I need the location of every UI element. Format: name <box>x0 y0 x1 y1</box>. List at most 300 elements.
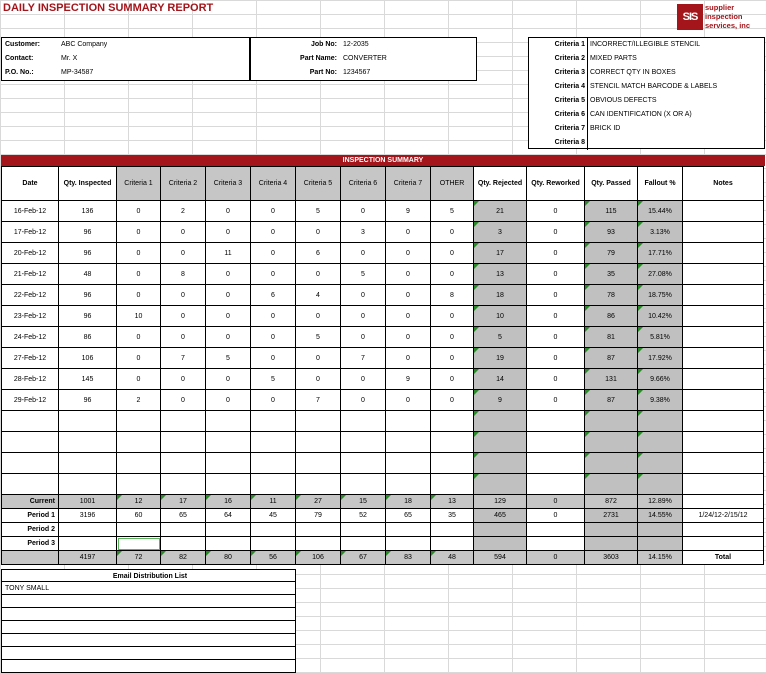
table-cell[interactable] <box>161 537 206 551</box>
table-cell[interactable] <box>341 432 386 453</box>
table-cell[interactable]: 0 <box>527 348 585 369</box>
table-cell[interactable] <box>206 432 251 453</box>
table-cell[interactable]: 0 <box>161 222 206 243</box>
table-cell[interactable]: 129 <box>474 495 527 509</box>
table-cell[interactable]: 0 <box>431 348 474 369</box>
table-cell[interactable]: 5.81% <box>638 327 683 348</box>
table-cell[interactable]: 11 <box>251 495 296 509</box>
table-cell[interactable] <box>117 411 161 432</box>
table-cell[interactable] <box>2 453 59 474</box>
table-cell[interactable] <box>683 201 764 222</box>
criteria-value[interactable]: STENCIL MATCH BARCODE & LABELS <box>590 83 718 90</box>
table-cell[interactable] <box>638 523 683 537</box>
table-cell[interactable] <box>585 537 638 551</box>
table-cell[interactable]: 27-Feb-12 <box>2 348 59 369</box>
table-cell[interactable] <box>683 474 764 495</box>
table-cell[interactable]: 0 <box>527 201 585 222</box>
table-cell[interactable]: 8 <box>161 264 206 285</box>
table-cell[interactable] <box>2 474 59 495</box>
table-cell[interactable]: 4197 <box>59 551 117 565</box>
table-cell[interactable]: 9 <box>386 369 431 390</box>
table-cell[interactable]: 96 <box>59 306 117 327</box>
table-cell[interactable]: 18.75% <box>638 285 683 306</box>
criteria-value[interactable]: CAN IDENTIFICATION (X OR A) <box>590 111 692 118</box>
table-cell[interactable]: 23-Feb-12 <box>2 306 59 327</box>
email-entry[interactable] <box>1 660 296 673</box>
table-cell[interactable]: 0 <box>206 264 251 285</box>
table-cell[interactable]: 5 <box>296 327 341 348</box>
table-cell[interactable]: 56 <box>251 551 296 565</box>
criteria-value[interactable]: BRICK ID <box>590 125 621 132</box>
table-cell[interactable] <box>431 432 474 453</box>
table-cell[interactable] <box>2 432 59 453</box>
table-cell[interactable] <box>59 474 117 495</box>
table-cell[interactable]: 0 <box>527 495 585 509</box>
table-cell[interactable] <box>683 537 764 551</box>
table-cell[interactable]: 0 <box>251 306 296 327</box>
table-cell[interactable]: 131 <box>585 369 638 390</box>
table-cell[interactable]: 18 <box>474 285 527 306</box>
table-cell[interactable]: 0 <box>206 369 251 390</box>
table-cell[interactable] <box>474 453 527 474</box>
table-cell[interactable]: 13 <box>431 495 474 509</box>
table-cell[interactable] <box>161 523 206 537</box>
table-cell[interactable]: 27.08% <box>638 264 683 285</box>
table-cell[interactable]: 3603 <box>585 551 638 565</box>
table-cell[interactable]: 82 <box>161 551 206 565</box>
table-cell[interactable] <box>683 222 764 243</box>
table-cell[interactable] <box>386 432 431 453</box>
table-cell[interactable]: 96 <box>59 285 117 306</box>
table-cell[interactable]: 0 <box>251 264 296 285</box>
table-cell[interactable]: 0 <box>527 306 585 327</box>
table-cell[interactable]: 0 <box>431 243 474 264</box>
email-entry[interactable] <box>1 621 296 634</box>
table-cell[interactable]: 27 <box>296 495 341 509</box>
table-cell[interactable]: 0 <box>341 285 386 306</box>
table-cell[interactable]: 14.55% <box>638 509 683 523</box>
table-cell[interactable] <box>683 432 764 453</box>
po-value[interactable]: MP-34587 <box>61 69 94 76</box>
table-cell[interactable] <box>296 453 341 474</box>
table-cell[interactable]: 64 <box>206 509 251 523</box>
table-cell[interactable]: 5 <box>474 327 527 348</box>
table-cell[interactable]: 13 <box>474 264 527 285</box>
table-cell[interactable]: 17 <box>161 495 206 509</box>
table-cell[interactable] <box>251 523 296 537</box>
table-cell[interactable]: 16-Feb-12 <box>2 201 59 222</box>
table-cell[interactable]: 52 <box>341 509 386 523</box>
table-cell[interactable]: 8 <box>431 285 474 306</box>
table-cell[interactable] <box>59 432 117 453</box>
table-cell[interactable] <box>638 411 683 432</box>
table-cell[interactable]: 7 <box>341 348 386 369</box>
table-cell[interactable]: 0 <box>161 369 206 390</box>
contact-value[interactable]: Mr. X <box>61 55 78 62</box>
table-cell[interactable]: 65 <box>386 509 431 523</box>
job-value[interactable]: 12-2035 <box>343 41 369 48</box>
table-cell[interactable]: 6 <box>251 285 296 306</box>
table-cell[interactable]: 3196 <box>59 509 117 523</box>
table-cell[interactable]: 96 <box>59 243 117 264</box>
table-cell[interactable]: 0 <box>117 243 161 264</box>
table-cell[interactable] <box>527 523 585 537</box>
table-cell[interactable] <box>341 474 386 495</box>
table-cell[interactable]: 0 <box>386 264 431 285</box>
table-cell[interactable]: 5 <box>296 201 341 222</box>
table-cell[interactable] <box>296 411 341 432</box>
table-cell[interactable] <box>585 432 638 453</box>
table-cell[interactable]: 80 <box>206 551 251 565</box>
table-cell[interactable]: 0 <box>386 327 431 348</box>
table-cell[interactable]: 136 <box>59 201 117 222</box>
table-cell[interactable]: 0 <box>206 306 251 327</box>
table-cell[interactable]: 7 <box>296 390 341 411</box>
table-cell[interactable]: 0 <box>527 509 585 523</box>
table-cell[interactable]: 17.92% <box>638 348 683 369</box>
table-cell[interactable]: 21-Feb-12 <box>2 264 59 285</box>
table-cell[interactable] <box>2 411 59 432</box>
table-cell[interactable] <box>386 474 431 495</box>
table-cell[interactable]: 0 <box>527 222 585 243</box>
table-cell[interactable]: 5 <box>341 264 386 285</box>
table-cell[interactable] <box>683 264 764 285</box>
table-cell[interactable] <box>117 523 161 537</box>
criteria-value[interactable]: OBVIOUS DEFECTS <box>590 97 657 104</box>
table-cell[interactable]: 93 <box>585 222 638 243</box>
table-cell[interactable]: 0 <box>527 551 585 565</box>
table-cell[interactable]: 5 <box>206 348 251 369</box>
table-cell[interactable]: 60 <box>117 509 161 523</box>
table-cell[interactable] <box>683 495 764 509</box>
table-cell[interactable]: 1/24/12-2/15/12 <box>683 509 764 523</box>
table-cell[interactable]: 0 <box>251 327 296 348</box>
table-cell[interactable] <box>59 537 117 551</box>
table-cell[interactable] <box>474 411 527 432</box>
table-cell[interactable] <box>296 432 341 453</box>
table-cell[interactable]: 145 <box>59 369 117 390</box>
table-cell[interactable] <box>431 453 474 474</box>
table-cell[interactable] <box>474 474 527 495</box>
table-cell[interactable]: 0 <box>296 222 341 243</box>
table-cell[interactable] <box>386 411 431 432</box>
table-cell[interactable] <box>527 453 585 474</box>
table-cell[interactable]: 106 <box>296 551 341 565</box>
table-cell[interactable] <box>251 453 296 474</box>
table-cell[interactable]: 0 <box>251 390 296 411</box>
table-cell[interactable] <box>474 432 527 453</box>
table-cell[interactable]: 0 <box>161 306 206 327</box>
table-cell[interactable] <box>683 243 764 264</box>
table-cell[interactable]: 18 <box>386 495 431 509</box>
table-cell[interactable] <box>117 474 161 495</box>
email-entry[interactable] <box>1 608 296 621</box>
table-cell[interactable] <box>683 285 764 306</box>
table-cell[interactable] <box>431 474 474 495</box>
table-cell[interactable] <box>431 523 474 537</box>
table-cell[interactable] <box>585 411 638 432</box>
table-cell[interactable] <box>683 411 764 432</box>
table-cell[interactable] <box>431 411 474 432</box>
table-cell[interactable]: 0 <box>341 201 386 222</box>
table-cell[interactable]: 11 <box>206 243 251 264</box>
table-cell[interactable] <box>683 348 764 369</box>
email-entry[interactable] <box>1 595 296 608</box>
table-cell[interactable]: 17.71% <box>638 243 683 264</box>
table-cell[interactable]: 0 <box>296 348 341 369</box>
table-cell[interactable] <box>683 306 764 327</box>
table-cell[interactable]: 0 <box>206 222 251 243</box>
table-cell[interactable] <box>638 474 683 495</box>
table-cell[interactable] <box>251 411 296 432</box>
table-cell[interactable]: 0 <box>251 243 296 264</box>
table-cell[interactable]: 14.15% <box>638 551 683 565</box>
table-cell[interactable]: 9 <box>474 390 527 411</box>
table-cell[interactable]: 0 <box>386 348 431 369</box>
table-cell[interactable]: 0 <box>386 390 431 411</box>
table-cell[interactable]: 0 <box>386 285 431 306</box>
table-cell[interactable] <box>341 453 386 474</box>
table-cell[interactable]: 0 <box>161 327 206 348</box>
table-cell[interactable]: 0 <box>296 264 341 285</box>
table-cell[interactable] <box>206 523 251 537</box>
table-cell[interactable]: 0 <box>251 201 296 222</box>
table-cell[interactable]: 7 <box>161 348 206 369</box>
table-cell[interactable]: 12 <box>117 495 161 509</box>
table-cell[interactable]: 67 <box>341 551 386 565</box>
table-cell[interactable] <box>585 523 638 537</box>
table-cell[interactable]: 0 <box>296 306 341 327</box>
part-no-value[interactable]: 1234567 <box>343 69 371 76</box>
email-entry[interactable]: TONY SMALL <box>1 582 296 595</box>
table-cell[interactable]: 78 <box>585 285 638 306</box>
table-cell[interactable]: 35 <box>585 264 638 285</box>
table-cell[interactable]: 0 <box>117 369 161 390</box>
table-cell[interactable]: 0 <box>386 306 431 327</box>
table-cell[interactable] <box>386 537 431 551</box>
table-cell[interactable]: 9.66% <box>638 369 683 390</box>
table-cell[interactable]: 22-Feb-12 <box>2 285 59 306</box>
table-cell[interactable] <box>341 537 386 551</box>
table-cell[interactable]: 14 <box>474 369 527 390</box>
table-cell[interactable] <box>683 390 764 411</box>
criteria-value[interactable]: MIXED PARTS <box>590 55 637 62</box>
table-cell[interactable]: 0 <box>527 369 585 390</box>
table-cell[interactable]: 20-Feb-12 <box>2 243 59 264</box>
table-cell[interactable]: 0 <box>117 201 161 222</box>
table-cell[interactable] <box>296 537 341 551</box>
table-cell[interactable] <box>431 537 474 551</box>
table-cell[interactable]: 79 <box>585 243 638 264</box>
table-cell[interactable] <box>585 474 638 495</box>
table-cell[interactable]: 0 <box>117 285 161 306</box>
table-cell[interactable]: 0 <box>386 243 431 264</box>
table-cell[interactable]: 17-Feb-12 <box>2 222 59 243</box>
table-cell[interactable]: 106 <box>59 348 117 369</box>
table-cell[interactable] <box>59 523 117 537</box>
table-cell[interactable]: 79 <box>296 509 341 523</box>
table-cell[interactable] <box>161 432 206 453</box>
table-cell[interactable]: 87 <box>585 348 638 369</box>
table-cell[interactable] <box>59 453 117 474</box>
table-cell[interactable]: 0 <box>161 390 206 411</box>
table-cell[interactable]: 1001 <box>59 495 117 509</box>
table-cell[interactable]: 45 <box>251 509 296 523</box>
table-cell[interactable]: 0 <box>341 369 386 390</box>
table-cell[interactable]: 0 <box>117 222 161 243</box>
table-cell[interactable] <box>638 432 683 453</box>
table-cell[interactable]: 3 <box>474 222 527 243</box>
table-cell[interactable] <box>585 453 638 474</box>
table-cell[interactable]: 0 <box>431 327 474 348</box>
table-cell[interactable]: 0 <box>386 222 431 243</box>
table-cell[interactable]: 872 <box>585 495 638 509</box>
table-cell[interactable] <box>251 474 296 495</box>
table-cell[interactable] <box>474 523 527 537</box>
table-cell[interactable]: 10 <box>474 306 527 327</box>
table-cell[interactable] <box>296 523 341 537</box>
table-cell[interactable] <box>638 453 683 474</box>
table-cell[interactable]: 0 <box>527 327 585 348</box>
table-cell[interactable]: 2 <box>161 201 206 222</box>
table-cell[interactable] <box>386 523 431 537</box>
table-cell[interactable] <box>251 432 296 453</box>
table-cell[interactable]: 0 <box>527 243 585 264</box>
table-cell[interactable]: 0 <box>206 201 251 222</box>
criteria-value[interactable]: CORRECT QTY IN BOXES <box>590 69 676 76</box>
table-cell[interactable]: 0 <box>431 222 474 243</box>
table-cell[interactable]: 87 <box>585 390 638 411</box>
table-cell[interactable] <box>59 411 117 432</box>
table-cell[interactable]: 3 <box>341 222 386 243</box>
table-cell[interactable] <box>341 411 386 432</box>
table-cell[interactable]: 5 <box>251 369 296 390</box>
table-cell[interactable]: 0 <box>117 327 161 348</box>
table-cell[interactable]: 83 <box>386 551 431 565</box>
table-cell[interactable]: 0 <box>431 369 474 390</box>
table-cell[interactable]: 15.44% <box>638 201 683 222</box>
table-cell[interactable]: 0 <box>161 285 206 306</box>
table-cell[interactable]: 2 <box>117 390 161 411</box>
table-cell[interactable] <box>117 432 161 453</box>
table-cell[interactable]: 465 <box>474 509 527 523</box>
table-cell[interactable]: 48 <box>59 264 117 285</box>
table-cell[interactable] <box>341 523 386 537</box>
table-cell[interactable] <box>161 453 206 474</box>
table-cell[interactable] <box>206 453 251 474</box>
table-cell[interactable]: 594 <box>474 551 527 565</box>
table-cell[interactable]: 28-Feb-12 <box>2 369 59 390</box>
period-label: Period 3 <box>2 537 59 551</box>
table-cell[interactable]: 0 <box>341 327 386 348</box>
table-cell[interactable] <box>527 537 585 551</box>
customer-value[interactable]: ABC Company <box>61 41 108 48</box>
table-cell[interactable]: 0 <box>341 390 386 411</box>
table-cell[interactable]: 0 <box>527 390 585 411</box>
table-cell[interactable] <box>161 474 206 495</box>
table-cell[interactable] <box>527 411 585 432</box>
table-cell[interactable] <box>683 453 764 474</box>
table-cell[interactable]: 0 <box>117 264 161 285</box>
table-cell[interactable]: 10 <box>117 306 161 327</box>
table-cell[interactable]: 3.13% <box>638 222 683 243</box>
table-cell[interactable]: 86 <box>59 327 117 348</box>
criteria-value[interactable]: INCORRECT/ILLEGIBLE STENCIL <box>590 41 701 48</box>
email-entry[interactable] <box>1 647 296 660</box>
table-cell[interactable]: 72 <box>117 551 161 565</box>
table-cell[interactable]: 0 <box>431 264 474 285</box>
table-cell[interactable]: 48 <box>431 551 474 565</box>
table-cell[interactable] <box>386 453 431 474</box>
table-cell[interactable]: 10.42% <box>638 306 683 327</box>
table-cell[interactable]: 4 <box>296 285 341 306</box>
table-cell[interactable]: 65 <box>161 509 206 523</box>
table-cell[interactable] <box>206 474 251 495</box>
table-cell[interactable] <box>683 523 764 537</box>
table-cell[interactable]: 0 <box>206 390 251 411</box>
table-cell[interactable]: 0 <box>206 327 251 348</box>
table-cell[interactable]: 0 <box>341 306 386 327</box>
table-cell[interactable] <box>161 411 206 432</box>
table-cell[interactable]: 19 <box>474 348 527 369</box>
table-cell[interactable]: 0 <box>431 306 474 327</box>
table-cell[interactable]: 16 <box>206 495 251 509</box>
table-cell[interactable] <box>527 432 585 453</box>
table-cell[interactable]: 81 <box>585 327 638 348</box>
table-cell[interactable]: 17 <box>474 243 527 264</box>
table-cell[interactable] <box>296 474 341 495</box>
table-cell[interactable]: 9.38% <box>638 390 683 411</box>
table-cell[interactable]: 96 <box>59 222 117 243</box>
table-cell[interactable]: 12.89% <box>638 495 683 509</box>
table-cell[interactable]: 0 <box>161 243 206 264</box>
table-cell[interactable]: 0 <box>431 390 474 411</box>
table-cell[interactable]: 29-Feb-12 <box>2 390 59 411</box>
table-cell[interactable]: 15 <box>341 495 386 509</box>
table-cell[interactable]: 35 <box>431 509 474 523</box>
table-cell[interactable]: 115 <box>585 201 638 222</box>
table-cell[interactable]: 0 <box>527 285 585 306</box>
table-cell[interactable] <box>206 411 251 432</box>
table-cell[interactable] <box>683 327 764 348</box>
table-cell[interactable]: 0 <box>341 243 386 264</box>
table-cell[interactable] <box>117 453 161 474</box>
table-cell[interactable]: 9 <box>386 201 431 222</box>
table-cell[interactable]: 6 <box>296 243 341 264</box>
table-cell[interactable]: 2731 <box>585 509 638 523</box>
table-cell[interactable] <box>683 369 764 390</box>
table-cell[interactable]: 0 <box>251 348 296 369</box>
table-cell[interactable] <box>474 537 527 551</box>
table-cell[interactable] <box>638 537 683 551</box>
table-cell[interactable]: 0 <box>296 369 341 390</box>
table-cell[interactable]: 5 <box>431 201 474 222</box>
table-cell[interactable]: 0 <box>251 222 296 243</box>
table-cell[interactable]: 0 <box>206 285 251 306</box>
email-entry[interactable] <box>1 634 296 647</box>
table-cell[interactable]: 0 <box>117 348 161 369</box>
table-cell[interactable] <box>206 537 251 551</box>
part-name-value[interactable]: CONVERTER <box>343 55 387 62</box>
table-cell[interactable]: 0 <box>527 264 585 285</box>
table-cell[interactable] <box>527 474 585 495</box>
table-cell[interactable]: 24-Feb-12 <box>2 327 59 348</box>
table-cell[interactable] <box>117 537 161 551</box>
table-cell[interactable]: 86 <box>585 306 638 327</box>
table-cell[interactable]: 96 <box>59 390 117 411</box>
table-cell[interactable]: 21 <box>474 201 527 222</box>
table-cell[interactable] <box>251 537 296 551</box>
